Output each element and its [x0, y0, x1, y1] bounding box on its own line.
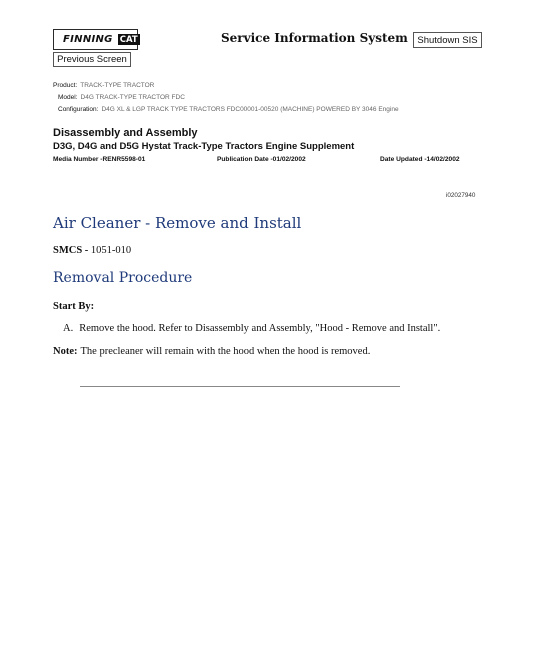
- finning-cat-logo: [53, 29, 138, 50]
- system-title: Service Information System: [221, 31, 408, 45]
- note-label: Note:: [53, 346, 78, 357]
- smcs-label: SMCS -: [53, 245, 89, 256]
- configuration-line: [58, 107, 399, 114]
- smcs-value: 1051-010: [90, 245, 132, 256]
- model-line: [58, 95, 185, 102]
- divider: [80, 386, 400, 387]
- note: [53, 346, 370, 357]
- media-number: Media Number -RENR5598-01: [53, 156, 146, 163]
- product-line: [53, 83, 154, 90]
- product-label: Product:: [53, 82, 78, 89]
- date-updated: Date Updated -14/02/2002: [380, 156, 460, 163]
- previous-screen-button[interactable]: Previous Screen: [53, 52, 131, 67]
- configuration-value: D4G XL & LGP TRACK TYPE TRACTORS FDC00001-00520 (MACHINE) POWERED BY 3046 Engine: [101, 106, 399, 113]
- smcs-code: [53, 245, 131, 256]
- finning-logo-text: FINNING: [63, 34, 113, 45]
- document-id: i02027940: [446, 192, 476, 199]
- publication-date: Publication Date -01/02/2002: [217, 156, 306, 163]
- page-title: Air Cleaner - Remove and Install: [53, 214, 302, 232]
- procedure-step: [63, 323, 440, 334]
- product-value: TRACK-TYPE TRACTOR: [80, 82, 155, 89]
- configuration-label: Configuration:: [58, 106, 99, 113]
- document-title: D3G, D4G and D5G Hystat Track-Type Tractors Engine Supplement: [53, 141, 355, 152]
- cat-logo-badge: CAT: [119, 34, 138, 45]
- section-heading: Disassembly and Assembly: [53, 127, 198, 139]
- step-letter: A.: [63, 323, 74, 334]
- procedure-heading: Removal Procedure: [53, 270, 193, 286]
- shutdown-sis-button[interactable]: Shutdown SIS: [413, 32, 482, 48]
- model-label: Model:: [58, 94, 78, 101]
- note-text: The precleaner will remain with the hood when the hood is removed.: [80, 346, 371, 357]
- model-value: D4G TRACK-TYPE TRACTOR FDC: [80, 94, 185, 101]
- start-by-label: Start By:: [53, 301, 95, 312]
- step-text: Remove the hood. Refer to Disassembly and Assembly, "Hood - Remove and Install".: [79, 323, 441, 334]
